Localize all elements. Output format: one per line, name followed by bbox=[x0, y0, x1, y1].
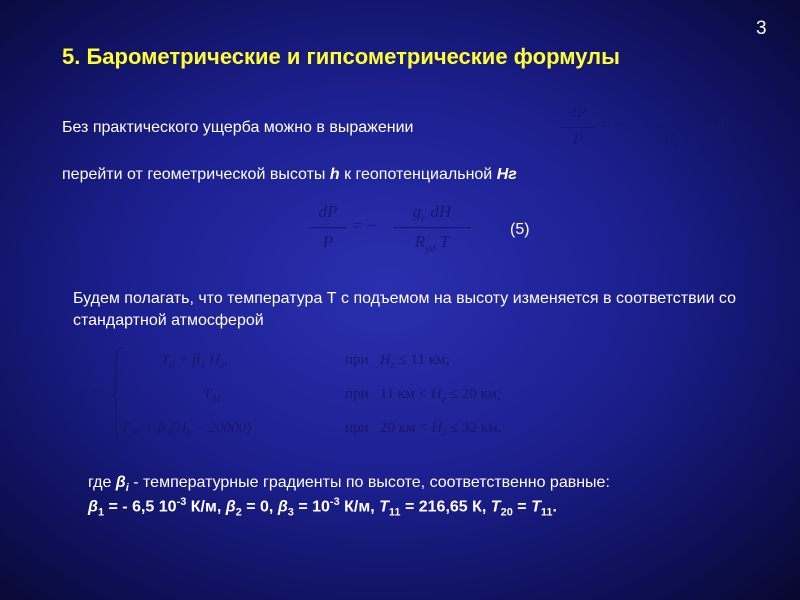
formula-5 bbox=[305, 200, 505, 260]
transition-line: перейти от геометрической высоты h к геопотенциальной Hг bbox=[62, 166, 517, 183]
slide-number: 3 bbox=[756, 18, 767, 39]
formula-dp-dh bbox=[555, 104, 745, 156]
gradient-values: $\beta_1$ = - 6,5 $10^{-3}$ К/м, $\beta_2 = 0$, $\beta_3 = 10^{-3}$ К/м, $T_{11} = 216,65$ К, $T_{20} = T_{11}$. bbox=[88, 496, 557, 519]
formula1-g-bar bbox=[647, 127, 709, 128]
formula1-g-numerator: $g_п$ bbox=[671, 104, 685, 125]
system-row1-expr: $T_0 + \beta_1$ $H_г$, bbox=[161, 352, 229, 371]
assumption-paragraph: Будем полагать, что температура Т с подъемом на высоту изменяется в соответствии со стандартной атмосферой bbox=[73, 290, 736, 329]
intro-line: Без практического ущерба можно в выражении bbox=[62, 119, 414, 136]
gradients-description: где $\beta_i$ - температурные градиенты по высоте, соответственно равные: bbox=[88, 474, 610, 495]
system-row3-condition: при 20 км < $H_г \le 32$ км. bbox=[345, 420, 502, 439]
formula5-g-denominator: $R_{yd}$ T bbox=[414, 232, 450, 255]
system-row1-condition: при $H_г \le 11$ км; bbox=[345, 352, 450, 371]
formula5-fraction-bar bbox=[309, 227, 347, 228]
formula5-equals: = − bbox=[353, 216, 377, 235]
formula1-fraction-bar bbox=[561, 127, 595, 128]
formula1-numerator: dP bbox=[569, 104, 587, 121]
temperature-system bbox=[75, 344, 595, 448]
equation-number: (5) bbox=[510, 221, 530, 238]
system-row2-expr: $T_{11}$ bbox=[203, 386, 222, 405]
system-row3-expr: $T_{20} + \beta_3(H_г - 20000)$ bbox=[121, 420, 252, 439]
formula5-g-numerator: $g_c$ dH bbox=[412, 202, 452, 225]
formula1-dh: dh bbox=[713, 117, 729, 134]
formula5-g-bar bbox=[393, 227, 471, 228]
formula1-equals: = − bbox=[601, 117, 624, 134]
system-lhs: T = bbox=[77, 386, 99, 402]
formula5-denominator: P bbox=[322, 232, 334, 251]
system-row2-condition: при 11 км < $H_г \le 20$ км; bbox=[345, 386, 502, 405]
slide-title: 5. Барометрические и гипсометрические формулы bbox=[62, 44, 620, 69]
formula1-denominator: P bbox=[573, 131, 583, 148]
formula1-g-denominator: $R_y$ T bbox=[664, 131, 692, 152]
formula5-numerator: dP bbox=[318, 202, 338, 221]
